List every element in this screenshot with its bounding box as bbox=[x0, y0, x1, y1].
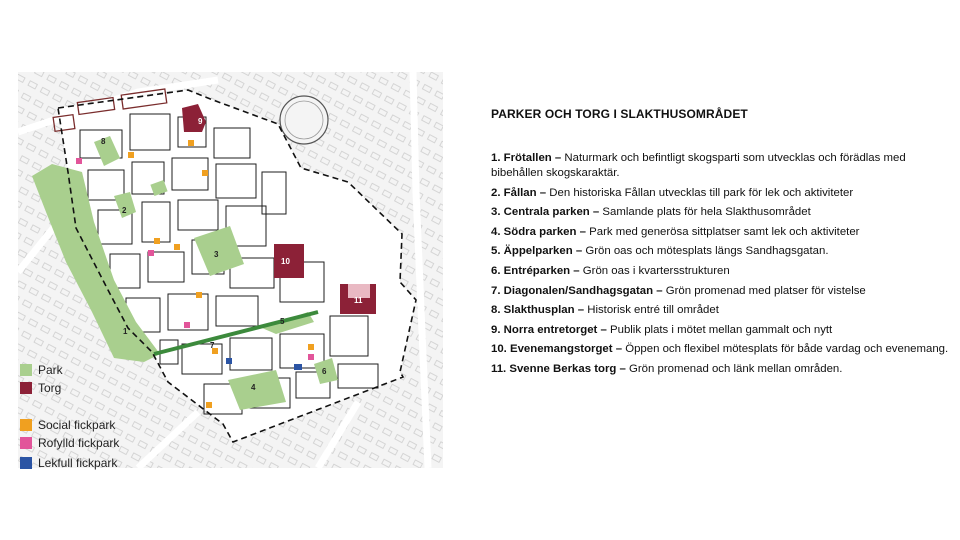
lekfull-swatch bbox=[20, 457, 32, 469]
list-item bbox=[491, 303, 951, 318]
legend-label: Park bbox=[38, 363, 63, 377]
rofylld-pocket-park bbox=[148, 250, 154, 256]
social-pocket-park bbox=[128, 152, 134, 158]
legend-label: Torg bbox=[38, 381, 62, 395]
lekfull-pocket-park bbox=[294, 364, 302, 370]
lekfull-pocket-park bbox=[226, 358, 232, 364]
map-canvas bbox=[18, 72, 443, 468]
legend-item-park bbox=[20, 362, 63, 378]
social-pocket-park bbox=[206, 402, 212, 408]
map-label-10: 10 bbox=[281, 257, 290, 266]
item-name: 1. Frötallen – bbox=[491, 152, 562, 164]
rofylld-swatch bbox=[20, 437, 32, 449]
map-label-11: 11 bbox=[354, 296, 363, 305]
legend-item-torg bbox=[20, 380, 61, 396]
list-item bbox=[491, 323, 951, 338]
legend-label: Social fickpark bbox=[38, 418, 116, 432]
social-pocket-park bbox=[174, 244, 180, 250]
item-name: 5. Äppelparken – bbox=[491, 245, 583, 258]
item-name: 8. Slakthusplan – bbox=[491, 304, 585, 317]
map-label-8: 8 bbox=[101, 137, 106, 146]
rofylld-pocket-park bbox=[308, 354, 314, 360]
social-pocket-park bbox=[202, 170, 208, 176]
map-label-9: 9 bbox=[198, 117, 203, 126]
item-text: Grön promenad och länk mellan områden. bbox=[625, 362, 843, 375]
item-name: 10. Evenemangstorget – bbox=[491, 343, 623, 356]
legend-label: Rofylld fickpark bbox=[38, 436, 120, 450]
item-name: 2. Fållan – bbox=[491, 186, 547, 199]
item-name: 3. Centrala parken – bbox=[491, 206, 600, 219]
list-item bbox=[491, 264, 951, 279]
list-item bbox=[491, 186, 951, 201]
social-pocket-park bbox=[308, 344, 314, 350]
item-text: Publik plats i mötet mellan gammalt och nytt bbox=[606, 323, 833, 336]
item-name: 9. Norra entretorget – bbox=[491, 323, 607, 336]
list-item bbox=[491, 342, 951, 357]
item-text: Samlande plats för hela Slakthusområdet bbox=[599, 206, 811, 219]
legend-item-lekfull bbox=[20, 455, 117, 471]
park-list bbox=[491, 151, 951, 377]
item-text: Historisk entré till området bbox=[584, 304, 719, 317]
description-panel bbox=[491, 107, 951, 382]
item-name: 4. Södra parken – bbox=[491, 225, 586, 238]
item-text: Öppen och flexibel mötesplats för både vardag och evenemang. bbox=[622, 343, 949, 356]
item-text: Den historiska Fållan utvecklas till park för lek och aktiviteter bbox=[546, 186, 854, 199]
item-text: Park med generösa sittplatser samt lek och aktiviteter bbox=[585, 225, 860, 238]
map-label-6: 6 bbox=[322, 367, 327, 376]
item-text: Grön promenad med platser för vistelse bbox=[662, 284, 866, 297]
rofylld-pocket-park bbox=[76, 158, 82, 164]
legend-item-social bbox=[20, 417, 115, 433]
social-pocket-park bbox=[154, 238, 160, 244]
panel-title: PARKER OCH TORG I SLAKTHUSOMRÅDET bbox=[491, 107, 748, 121]
list-item bbox=[491, 362, 951, 377]
map-label-4: 4 bbox=[251, 383, 256, 392]
list-item bbox=[491, 225, 951, 240]
item-text: Grön oas och mötesplats längs Sandhagsgatan. bbox=[582, 245, 829, 258]
map-label-2: 2 bbox=[122, 206, 127, 215]
map-label-3: 3 bbox=[214, 250, 219, 259]
list-item bbox=[491, 284, 951, 299]
map-label-1: 1 bbox=[123, 327, 128, 336]
list-item bbox=[491, 244, 951, 259]
map-label-7: 7 bbox=[210, 341, 215, 350]
legend-label: Lekfull fickpark bbox=[38, 456, 118, 470]
item-name: 6. Entréparken – bbox=[491, 264, 580, 277]
park-swatch bbox=[20, 364, 32, 376]
torg-swatch bbox=[20, 382, 32, 394]
list-item bbox=[491, 151, 951, 181]
item-text: Naturmark och befintligt skogsparti som utvecklas och förädlas med bibehållen skogskaraktär. bbox=[491, 152, 906, 179]
social-swatch bbox=[20, 419, 32, 431]
rofylld-pocket-park bbox=[184, 322, 190, 328]
map-label-5: 5 bbox=[280, 317, 285, 326]
legend-item-rofylld bbox=[20, 435, 119, 451]
social-pocket-park bbox=[188, 140, 194, 146]
item-name: 11. Svenne Berkas torg – bbox=[491, 362, 626, 375]
item-name: 7. Diagonalen/Sandhagsgatan – bbox=[491, 284, 663, 297]
social-pocket-park bbox=[196, 292, 202, 298]
item-text: Grön oas i kvartersstrukturen bbox=[579, 264, 730, 277]
site-map bbox=[18, 72, 443, 468]
globe-arena bbox=[280, 96, 328, 144]
list-item bbox=[491, 205, 951, 220]
